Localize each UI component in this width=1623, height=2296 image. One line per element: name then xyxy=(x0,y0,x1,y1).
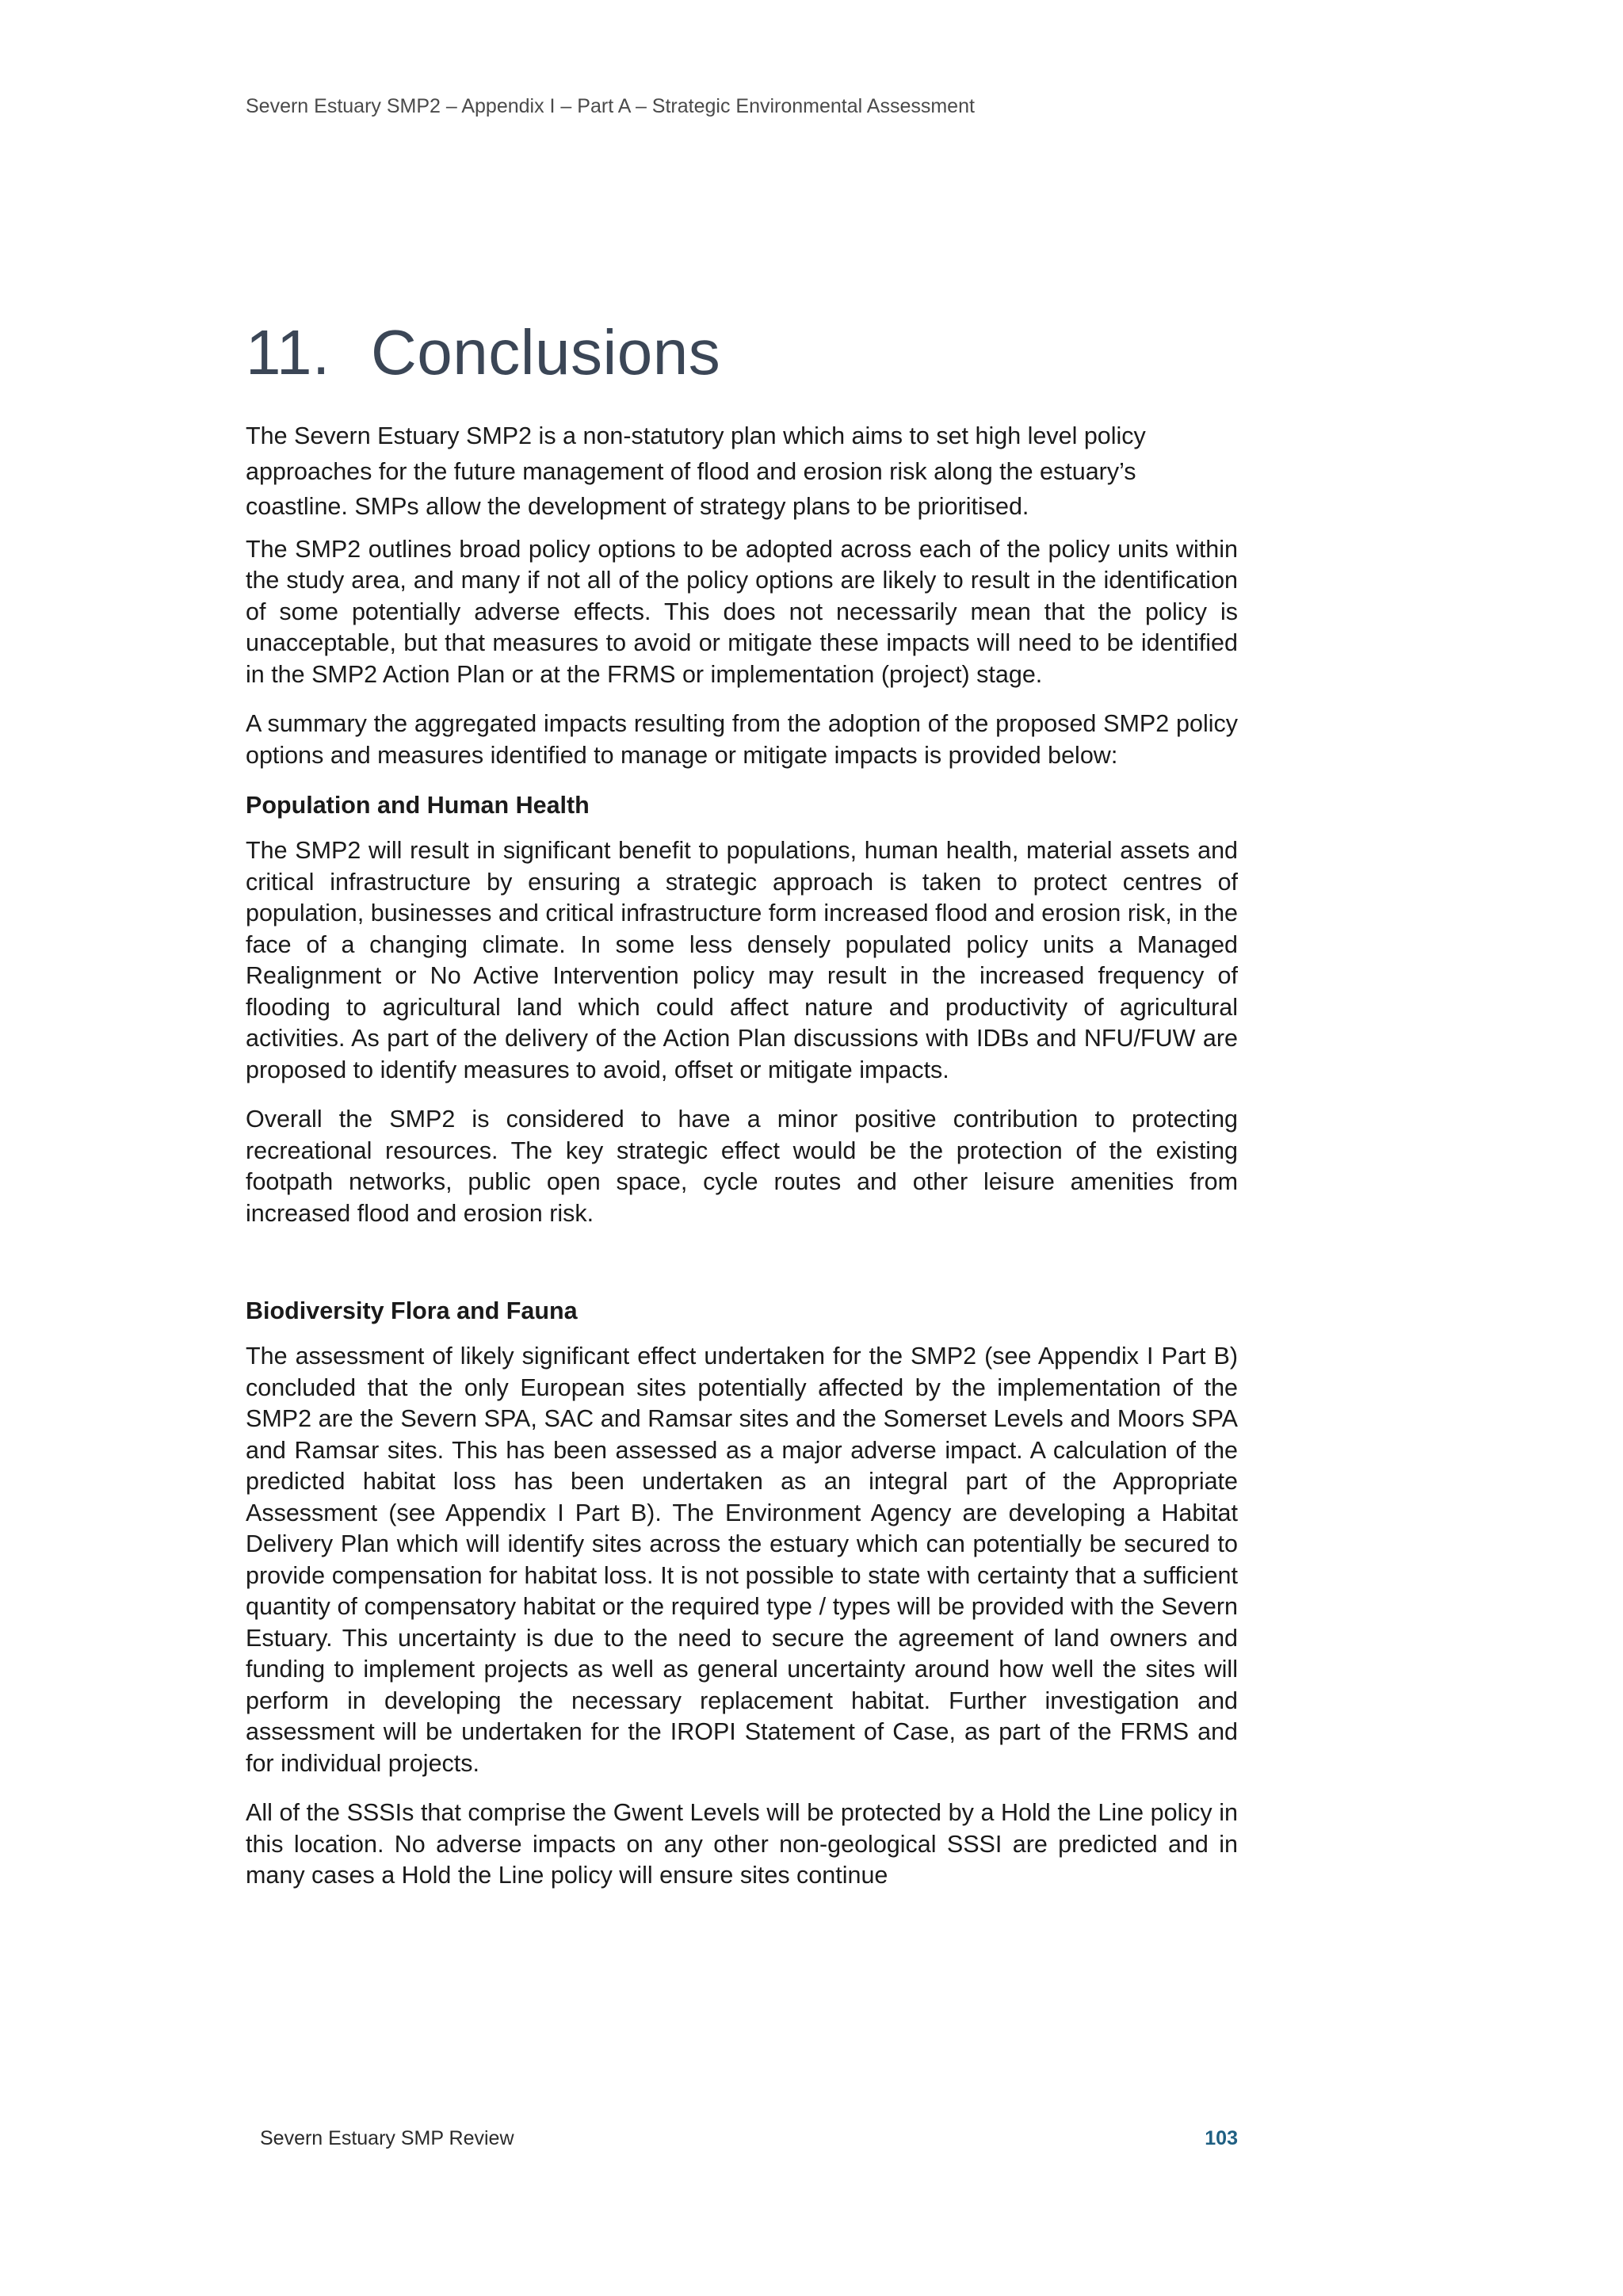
chapter-title xyxy=(246,315,1238,390)
page-number: 103 xyxy=(1205,2127,1238,2149)
section-heading-population: Population and Human Health xyxy=(246,792,590,819)
biodiversity-paragraph-2: All of the SSSIs that comprise the Gwent Levels will be protected by a Hold the Line policy in this location. No adverse impacts on any other non-geological SSSI are predicted and in many cases a Hold the Line policy will ensure sites continue xyxy=(246,1799,1238,1889)
footer-title: Severn Estuary SMP Review xyxy=(260,2127,514,2149)
outline-paragraph: The SMP2 outlines broad policy options to be adopted across each of the policy units within the study area, and many if not all of the policy options are likely to result in the identification of some potentially adverse effects. This does not necessarily mean that the policy is unacceptable, but that measures to avoid or mitigate these impacts will need to be identified in the SMP2 Action Plan or at the FRMS or implementation (project) stage. xyxy=(246,535,1238,688)
section-spacer xyxy=(246,1247,1238,1295)
running-header: Severn Estuary SMP2 – Appendix I – Part A – Strategic Environmental Assessment xyxy=(246,95,975,117)
section-heading-biodiversity: Biodiversity Flora and Fauna xyxy=(246,1297,578,1324)
chapter-number: 11. xyxy=(246,317,330,388)
population-paragraph-2: Overall the SMP2 is considered to have a minor positive contribution to protecting recreational resources. The key strategic effect would be the protection of the existing footpath networks, public open space, cycle routes and other leisure amenities from increased flood and erosion risk. xyxy=(246,1106,1238,1227)
chapter-title-text: Conclusions xyxy=(371,317,721,388)
population-paragraph-1: The SMP2 will result in significant benefit to populations, human health, material assets and critical infrastructure by ensuring a strategic approach is taken to protect centres of population, businesses and critical infrastructure form increased flood and erosion risk, in the face of a changing climate. In some less densely populated policy units a Managed Realignment or No Active Intervention policy may result in the increased frequency of flooding to agricultural land which could affect nature and productivity of agricultural activities. As part of the delivery of the Action Plan discussions with IDBs and NFU/FUW are proposed to identify measures to avoid, offset or mitigate impacts. xyxy=(246,837,1238,1083)
summary-paragraph: A summary the aggregated impacts resulting from the adoption of the proposed SMP2 policy options and measures identified to manage or mitigate impacts is provided below: xyxy=(246,710,1238,769)
intro-paragraph: The Severn Estuary SMP2 is a non-statutory plan which aims to set high level policy approaches for the future management of flood and erosion risk along the estuary’s coastline. SMPs allow the development of strategy plans to be prioritised. xyxy=(246,422,1146,520)
biodiversity-paragraph-1: The assessment of likely significant effect undertaken for the SMP2 (see Appendix I Part B) concluded that the only European sites potentially affected by the implementation of the SMP2 are the Severn SPA, SAC and Ramsar sites and the Somerset Levels and Moors SPA and Ramsar sites. This has been assessed as a major adverse impact. A calculation of the predicted habitat loss has been undertaken as an integral part of the Appropriate Assessment (see Appendix I Part B). The Environment Agency are developing a Habitat Delivery Plan which will identify sites across the estuary which can potentially be secured to provide compensation for habitat loss. It is not possible to state with certainty that a sufficient quantity of compensatory habitat or the required type / types will be provided with the Severn Estuary. This uncertainty is due to the need to secure the agreement of land owners and funding to implement projects as well as general uncertainty around how well the sites will perform in developing the necessary replacement habitat. Further investigation and assessment will be undertaken for the IROPI Statement of Case, as part of the FRMS and for individual projects. xyxy=(246,1343,1238,1777)
page-content xyxy=(246,315,1238,1910)
running-footer xyxy=(260,2127,1238,2150)
